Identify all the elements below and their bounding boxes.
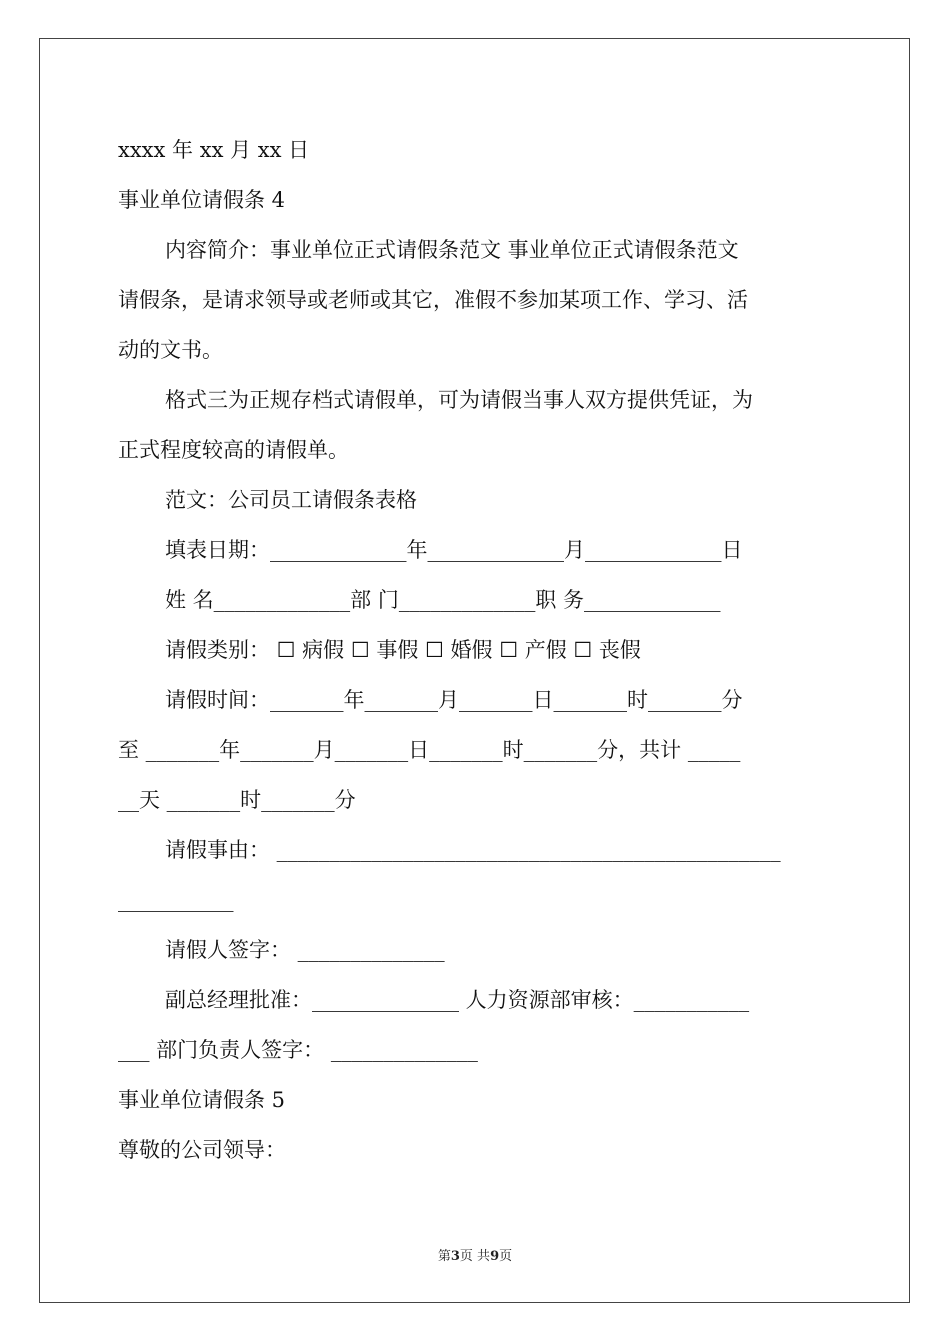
salutation: 尊敬的公司领导： bbox=[118, 1138, 286, 1162]
footer-prefix: 第 bbox=[437, 1249, 451, 1264]
name-dept-position-field: 姓 名_____________部 门_____________职 务_____________ bbox=[165, 588, 721, 612]
leave-time-from: 请假时间：_______年_______月_______日_______时_______分 bbox=[165, 688, 743, 712]
intro-paragraph-line: 动的文书。 bbox=[118, 338, 223, 362]
leave-type-checkboxes: 请假类别： ☐ 病假 ☐ 事假 ☐ 婚假 ☐ 产假 ☐ 丧假 bbox=[165, 638, 641, 662]
leave-time-total: __天 _______时_______分 bbox=[118, 788, 356, 812]
leave-time-to: 至 _______年_______月_______日_______时_______分，共计 _____ bbox=[118, 738, 741, 762]
section-heading-4: 事业单位请假条 4 bbox=[118, 188, 286, 212]
footer-suffix: 页 bbox=[499, 1249, 513, 1264]
dept-head-signature-field: ___ 部门负责人签字： ______________ bbox=[118, 1038, 478, 1062]
date-line: xxxx 年 xx 月 xx 日 bbox=[118, 138, 310, 162]
sample-title: 范文：公司员工请假条表格 bbox=[165, 488, 417, 512]
leave-reason-continuation: ___________ bbox=[118, 888, 234, 912]
fill-date-field: 填表日期：_____________年_____________月_____________日 bbox=[165, 538, 743, 562]
intro-paragraph-line: 请假条，是请求领导或老师或其它，准假不参加某项工作、学习、活 bbox=[118, 288, 748, 312]
leave-reason-field: 请假事由： ________________________________________________ bbox=[165, 838, 781, 862]
approval-fields: 副总经理批准：______________ 人力资源部审核：___________ bbox=[165, 988, 750, 1012]
total-pages-number: 9 bbox=[490, 1249, 500, 1264]
format-paragraph-line: 正式程度较高的请假单。 bbox=[118, 438, 349, 462]
current-page-number: 3 bbox=[450, 1249, 460, 1264]
page-footer bbox=[0, 1245, 950, 1264]
footer-mid: 页 共 bbox=[459, 1249, 491, 1264]
section-heading-5: 事业单位请假条 5 bbox=[118, 1088, 286, 1112]
format-paragraph-line: 格式三为正规存档式请假单，可为请假当事人双方提供凭证，为 bbox=[165, 388, 753, 412]
intro-paragraph-line: 内容简介：事业单位正式请假条范文 事业单位正式请假条范文 bbox=[165, 238, 739, 262]
applicant-signature-field: 请假人签字： ______________ bbox=[165, 938, 445, 962]
